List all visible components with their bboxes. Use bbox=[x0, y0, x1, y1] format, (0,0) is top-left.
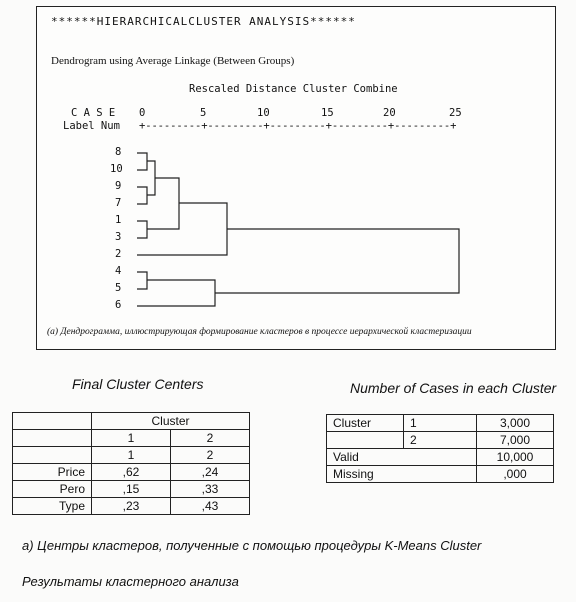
link-1-3 bbox=[137, 221, 147, 238]
leaf-7: 7 bbox=[115, 197, 122, 209]
case-counts-table bbox=[326, 414, 554, 483]
rescaled-title: Rescaled Distance Cluster Combine bbox=[189, 83, 398, 95]
final-centers-table bbox=[12, 412, 250, 515]
dendrogram-caption: (а) Дендрограмма, иллюстрирующая формирование кластеров в процессе иерархической кластеризации bbox=[47, 327, 472, 337]
cluster-1-num: 1 bbox=[404, 415, 477, 432]
row-label: Type bbox=[13, 498, 92, 515]
link-lower-6 bbox=[137, 280, 215, 306]
label-num: Label Num bbox=[63, 120, 120, 132]
table-cell bbox=[13, 430, 92, 447]
row-label: Price bbox=[13, 464, 92, 481]
leaf-5: 5 bbox=[115, 282, 122, 294]
table-row bbox=[13, 498, 250, 515]
table-row bbox=[13, 464, 250, 481]
cluster-label: Cluster bbox=[327, 415, 404, 432]
leaf-10: 10 bbox=[110, 163, 123, 175]
tick-10: 10 bbox=[257, 107, 270, 119]
cluster-1-count: 3,000 bbox=[477, 415, 554, 432]
table-row bbox=[327, 415, 554, 432]
table-row bbox=[13, 430, 250, 447]
tick-5: 5 bbox=[200, 107, 207, 119]
table-cell bbox=[327, 432, 404, 449]
cluster-2-count: 7,000 bbox=[477, 432, 554, 449]
link-8-10-9-7 bbox=[147, 161, 155, 195]
dendrogram-tree bbox=[37, 7, 557, 351]
link-final bbox=[215, 229, 459, 293]
table-cell: 1 bbox=[92, 447, 171, 464]
row-label bbox=[13, 447, 92, 464]
valid-label: Valid bbox=[327, 449, 477, 466]
leaf-8: 8 bbox=[115, 146, 122, 158]
table-row bbox=[327, 466, 554, 483]
caption-a: а) Центры кластеров, полученные с помощью процедуры K-Means Cluster bbox=[22, 538, 482, 553]
link-8-10 bbox=[137, 153, 147, 170]
final-centers-title: Final Cluster Centers bbox=[72, 376, 204, 392]
cluster-header: Cluster bbox=[92, 413, 250, 430]
col-2-header: 2 bbox=[171, 430, 250, 447]
caption-b: Результаты кластерного анализа bbox=[22, 574, 239, 589]
table-row bbox=[13, 413, 250, 430]
table-cell: ,43 bbox=[171, 498, 250, 515]
table-cell bbox=[13, 413, 92, 430]
leaf-4: 4 bbox=[115, 265, 122, 277]
table-cell: ,33 bbox=[171, 481, 250, 498]
leaf-3: 3 bbox=[115, 231, 122, 243]
tick-15: 15 bbox=[321, 107, 334, 119]
table-cell: ,24 bbox=[171, 464, 250, 481]
leaf-2: 2 bbox=[115, 248, 122, 260]
scale-dash-line: +---------+---------+---------+---------+---------+ bbox=[139, 120, 457, 132]
leaf-9: 9 bbox=[115, 180, 122, 192]
tick-20: 20 bbox=[383, 107, 396, 119]
table-row bbox=[327, 432, 554, 449]
missing-label: Missing bbox=[327, 466, 477, 483]
table-cell: ,62 bbox=[92, 464, 171, 481]
case-counts-title: Number of Cases in each Cluster bbox=[350, 380, 557, 396]
table-cell: 2 bbox=[171, 447, 250, 464]
leaf-6: 6 bbox=[115, 299, 122, 311]
dendrogram-subtitle: Dendrogram using Average Linkage (Between Groups) bbox=[51, 55, 295, 67]
link-4-5 bbox=[137, 272, 147, 289]
link-9-7 bbox=[137, 187, 147, 204]
col-1-header: 1 bbox=[92, 430, 171, 447]
cluster-2-num: 2 bbox=[404, 432, 477, 449]
table-cell: ,23 bbox=[92, 498, 171, 515]
valid-count: 10,000 bbox=[477, 449, 554, 466]
case-label: C A S E bbox=[71, 107, 116, 119]
table-cell: ,15 bbox=[92, 481, 171, 498]
table-row bbox=[13, 481, 250, 498]
table-row bbox=[327, 449, 554, 466]
leaf-1: 1 bbox=[115, 214, 122, 226]
dendrogram-panel bbox=[36, 6, 556, 350]
row-label: Pero bbox=[13, 481, 92, 498]
missing-count: ,000 bbox=[477, 466, 554, 483]
link-upper-1-3 bbox=[147, 178, 179, 229]
table-row bbox=[13, 447, 250, 464]
tick-25: 25 bbox=[449, 107, 462, 119]
tick-0: 0 bbox=[139, 107, 146, 119]
analysis-header: ******HIERARCHICALCLUSTER ANALYSIS****** bbox=[51, 15, 356, 28]
